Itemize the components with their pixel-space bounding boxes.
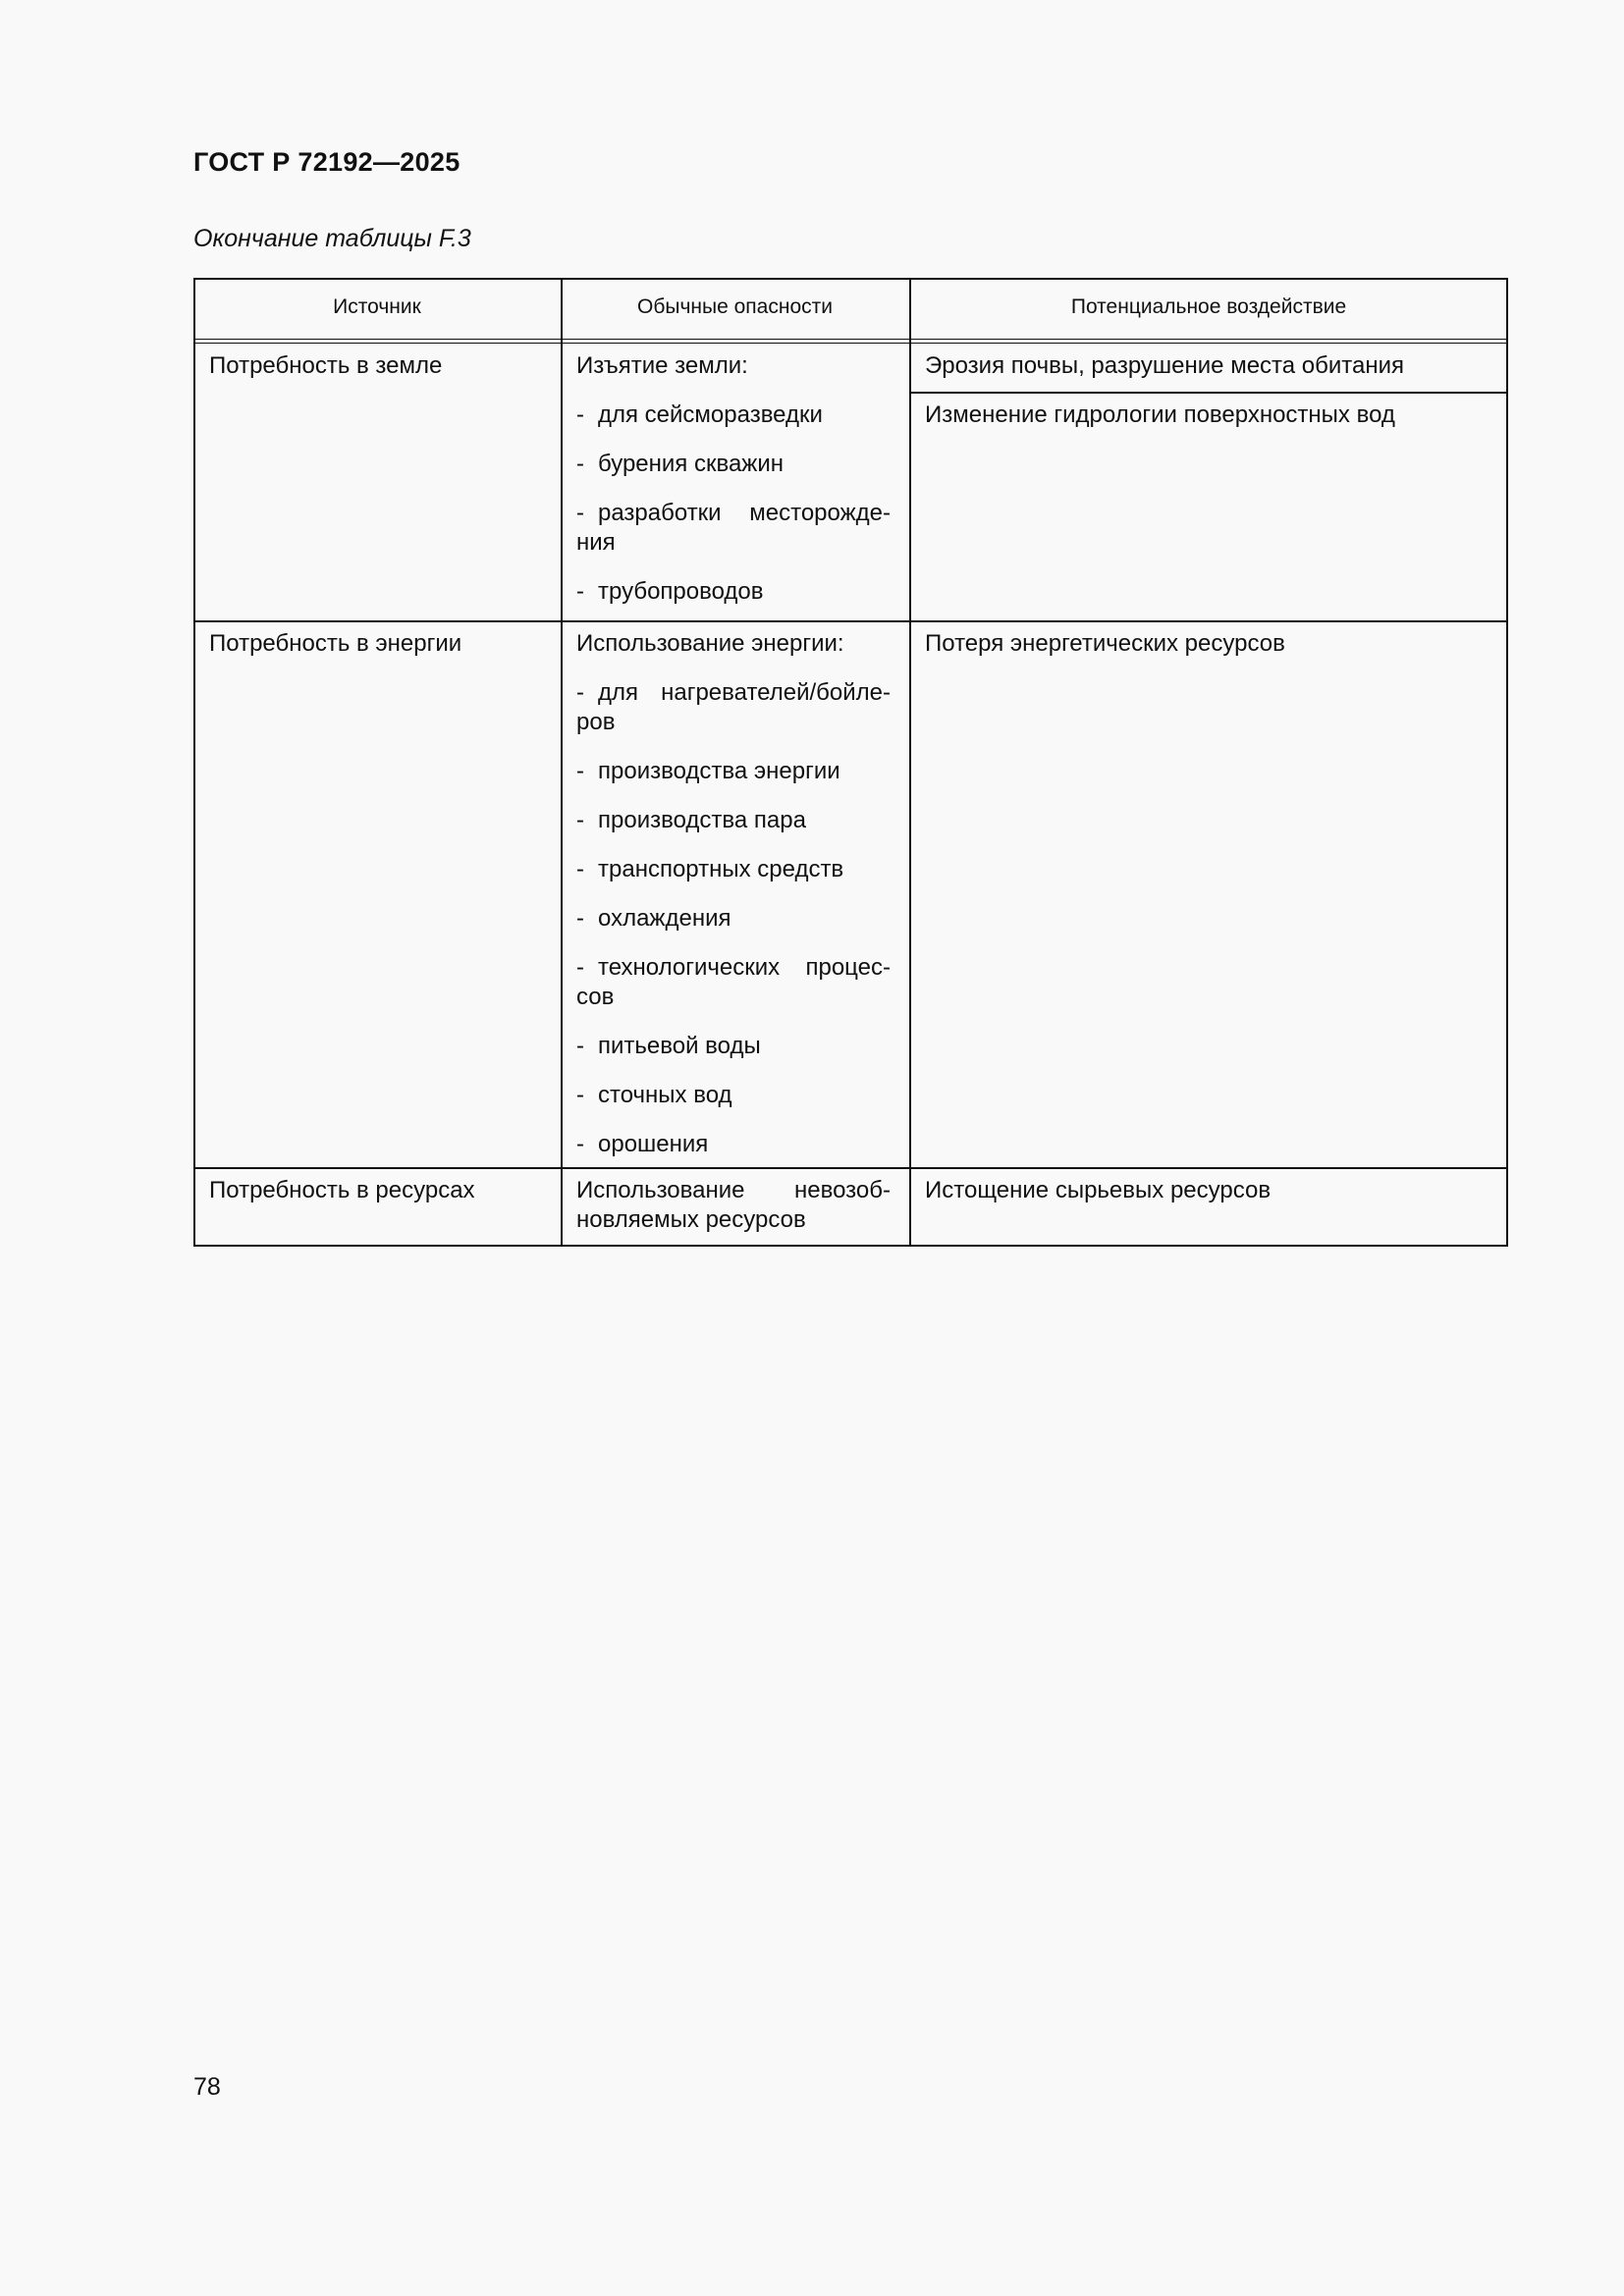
hazards-table <box>193 278 1508 1246</box>
header-divider-b <box>193 343 1508 344</box>
row2-hazard-item: - питьевой воды <box>576 1033 761 1059</box>
row3-hazard-title: Использование невозоб-новляемых ресурсов <box>576 1177 891 1233</box>
row1-impact-1: Эрозия почвы, разрушение места обитания <box>925 352 1405 379</box>
column-header-source: Источник <box>333 295 421 318</box>
row2-hazard-item: - сточных вод <box>576 1082 732 1108</box>
row1-hazard-item: - разработки месторожде-ния <box>576 500 891 556</box>
row2-impact: Потеря энергетических ресурсов <box>925 630 1285 657</box>
row2-hazard-item: - орошения <box>576 1131 709 1157</box>
table-caption: Окончание таблицы F.3 <box>193 225 471 252</box>
row2-source: Потребность в энергии <box>209 630 462 657</box>
row3-impact: Истощение сырьевых ресурсов <box>925 1177 1272 1203</box>
column-header-impact: Потенциальное воздействие <box>1070 295 1347 318</box>
row2-hazard-item: - технологических процес-сов <box>576 954 891 1010</box>
column-divider-2 <box>909 278 911 1246</box>
header-divider-a <box>193 339 1508 340</box>
row2-hazards <box>576 629 891 1179</box>
row2-hazard-title: Использование энергии: <box>576 630 844 657</box>
row3-source: Потребность в ресурсах <box>209 1177 475 1203</box>
page-number: 78 <box>193 2073 221 2101</box>
document-header: ГОСТ Р 72192—2025 <box>193 147 460 177</box>
row2-hazard-item: - для нагревателей/бойле-ров <box>576 679 891 735</box>
row1-hazard-item: - трубопроводов <box>576 578 764 605</box>
table-border-left <box>193 278 195 1246</box>
row2-hazard-item: - производства пара <box>576 807 806 833</box>
row1-source: Потребность в земле <box>209 352 443 379</box>
row1-hazard-item: - бурения скважин <box>576 451 785 477</box>
column-divider-1 <box>561 278 563 1246</box>
row2-hazard-item: - транспортных средств <box>576 856 844 882</box>
column-header-hazards: Обычные опасности <box>637 295 833 318</box>
table-border-right <box>1506 278 1508 1246</box>
row1-impact-2: Изменение гидрологии поверхностных вод <box>925 401 1395 428</box>
row1-hazard-item: - для сейсморазведки <box>576 401 823 428</box>
row1-hazards <box>576 351 891 626</box>
row3-hazards <box>576 1176 891 1235</box>
row1-hazard-title: Изъятие земли: <box>576 352 748 379</box>
impact-divider <box>909 392 1508 394</box>
table-border-bottom <box>193 1245 1508 1247</box>
row2-hazard-item: - охлаждения <box>576 905 731 932</box>
row2-hazard-item: - производства энергии <box>576 758 840 784</box>
